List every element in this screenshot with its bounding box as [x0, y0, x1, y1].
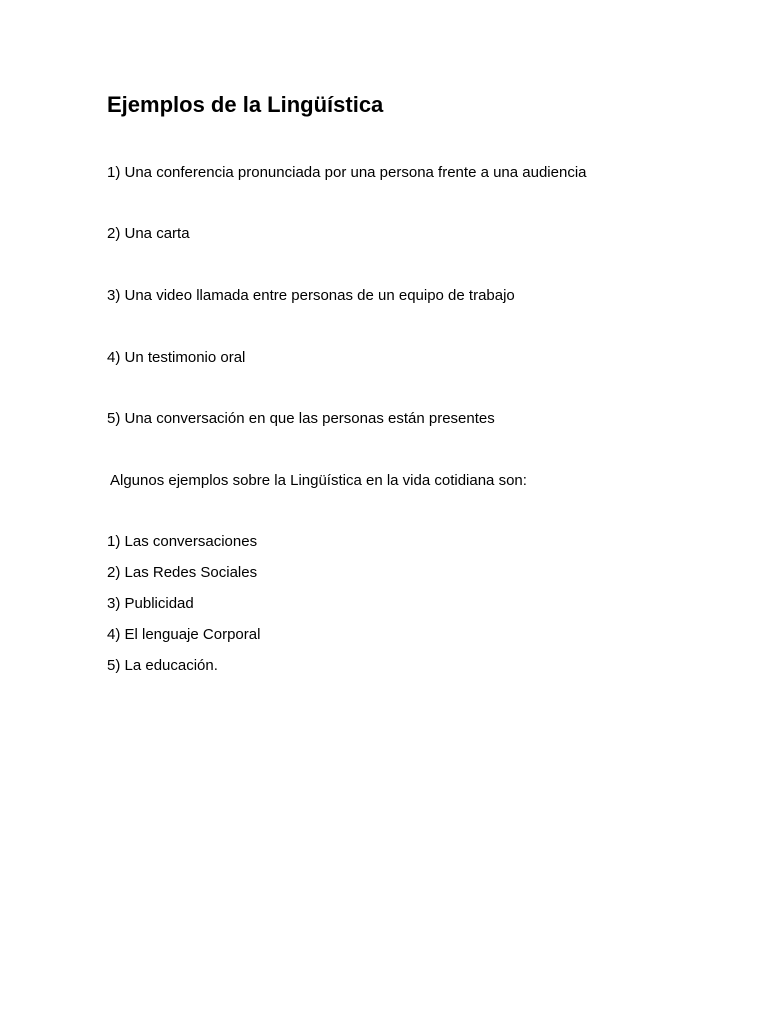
- example-item-5: 5) Una conversación en que las personas están presentes: [107, 410, 495, 427]
- document-title: Ejemplos de la Lingüística: [107, 92, 384, 117]
- example-item-2: 2) Una carta: [107, 225, 190, 242]
- daily-examples-intro: Algunos ejemplos sobre la Lingüística en la vida cotidiana son:: [110, 472, 527, 489]
- daily-example-item-4: 4) El lenguaje Corporal: [107, 626, 261, 643]
- daily-example-item-2: 2) Las Redes Sociales: [107, 564, 258, 581]
- example-item-4: 4) Un testimonio oral: [107, 349, 246, 366]
- example-item-1: 1) Una conferencia pronunciada por una persona frente a una audiencia: [107, 164, 587, 181]
- example-item-3: 3) Una video llamada entre personas de un equipo de trabajo: [107, 287, 515, 304]
- daily-example-item-1: 1) Las conversaciones: [107, 533, 258, 550]
- daily-example-item-3: 3) Publicidad: [107, 595, 194, 612]
- daily-example-item-5: 5) La educación.: [107, 657, 218, 674]
